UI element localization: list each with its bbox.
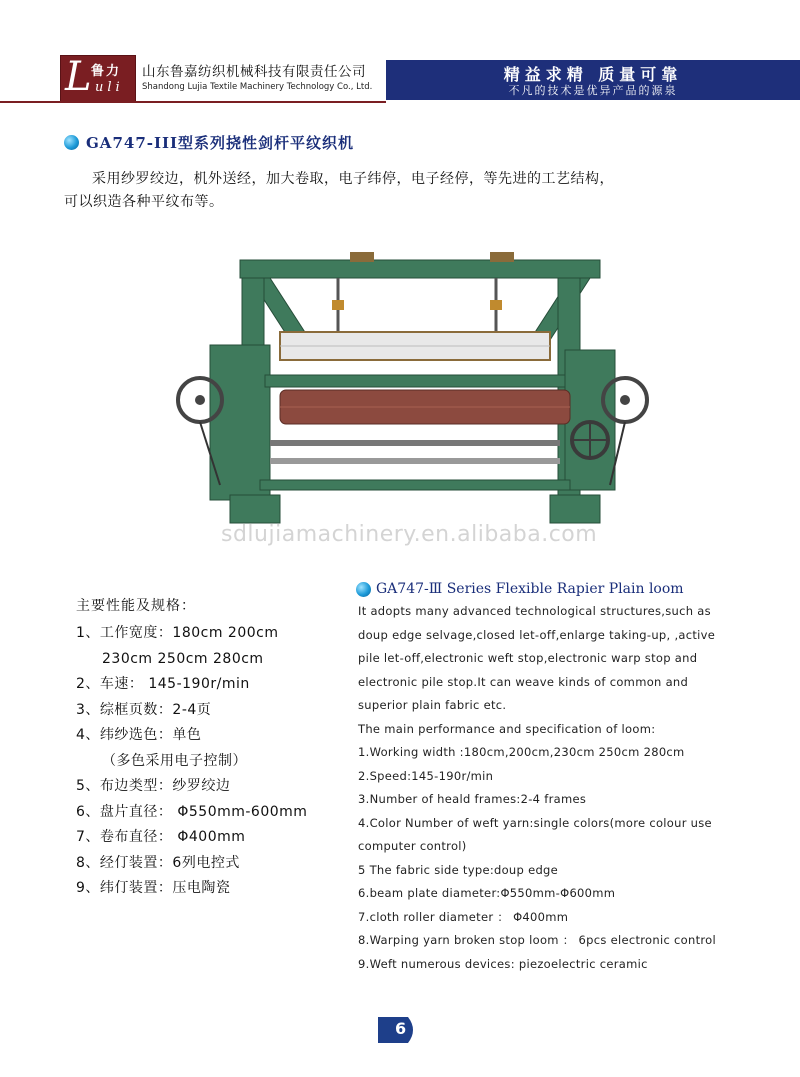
spec-line: 9.Weft numerous devices: piezoelectric ceramic xyxy=(358,956,648,971)
english-title xyxy=(356,581,684,597)
spec-line: computer control) xyxy=(358,839,467,853)
spec-line: 6.beam plate diameter:Φ550mm-Φ600mm xyxy=(358,886,616,900)
spec-list-english xyxy=(358,600,778,976)
slogan-banner xyxy=(386,60,800,100)
watermark: sdlujiamachinery.en.alibaba.com xyxy=(221,522,598,547)
spec-item: 1、工作宽度：180cm 200cm xyxy=(76,625,279,641)
spec-list-chinese xyxy=(76,595,356,902)
product-title-text: GA747-III型系列挠性剑杆平纹织机 xyxy=(86,134,355,152)
header-divider xyxy=(0,101,386,103)
spec-line: 8.Warping yarn broken stop loom ： 6pcs electronic control xyxy=(358,933,716,947)
spec-line: It adopts many advanced technological structures,such as xyxy=(358,604,711,618)
intro-paragraph xyxy=(64,168,764,214)
spec-line: superior plain fabric etc. xyxy=(358,698,507,712)
company-name-chinese: 山东鲁嘉纺织机械科技有限责任公司 xyxy=(142,64,366,80)
spec-line: 2.Speed:145-190r/min xyxy=(358,768,494,783)
company-logo xyxy=(60,55,136,103)
product-title xyxy=(64,132,354,153)
page-number: 6 xyxy=(395,1019,407,1038)
slogan-line-2: 不凡的技术是优异产品的源泉 xyxy=(508,84,678,97)
spec-line: The main performance and specification of loom: xyxy=(358,721,656,736)
spec-line: 3.Number of heald frames:2-4 frames xyxy=(358,792,587,806)
spec-item: （多色采用电子控制） xyxy=(102,752,247,769)
logo-chinese: 鲁力 xyxy=(91,64,122,79)
rapier-loom-illustration xyxy=(160,240,660,540)
blue-sphere-bullet-icon xyxy=(356,582,371,597)
blue-sphere-bullet-icon xyxy=(64,135,79,150)
spec-line: doup edge selvage,closed let-off,enlarge taking-up, ,active xyxy=(358,627,716,642)
logo-letter: L xyxy=(65,54,92,100)
spec-item: 9、纬仃装置：压电陶瓷 xyxy=(76,880,231,896)
spec-line: 5 The fabric side type:doup edge xyxy=(358,862,559,877)
spec-item: 8、经仃装置：6列电控式 xyxy=(76,854,240,871)
spec-line: 4.Color Number of weft yarn:single colors(more colour use xyxy=(358,815,712,830)
intro-line-1: 采用纱罗绞边，机外送经，加大卷取，电子纬停，电子经停，等先进的工艺结构， xyxy=(92,171,614,187)
english-title-text: GA747-Ⅲ Series Flexible Rapier Plain loom xyxy=(376,581,684,597)
spec-item: 5、布边类型：纱罗绞边 xyxy=(76,778,231,794)
spec-item: 4、纬纱选色：单色 xyxy=(76,727,202,743)
spec-line: 1.Working width :180cm,200cm,230cm 250cm 280cm xyxy=(358,745,685,759)
company-name-english: Shandong Lujia Textile Machinery Technology Co., Ltd. xyxy=(142,82,373,92)
intro-line-2: 可以织造各种平纹布等。 xyxy=(64,194,224,210)
spec-line: pile let-off,electronic weft stop,electronic warp stop and xyxy=(358,651,698,665)
spec-line: 7.cloth roller diameter ： Φ400mm xyxy=(358,909,569,924)
spec-item: 7、卷布直径： Φ400mm xyxy=(76,829,246,845)
slogan-line-1: 精益求精 质量可靠 xyxy=(503,65,683,84)
spec-item: 6、盘片直径： Φ550mm-600mm xyxy=(76,803,308,820)
spec-heading-chinese: 主要性能及规格： xyxy=(76,598,196,614)
page-header xyxy=(0,0,800,112)
spec-item: 2、车速： 145-190r/min xyxy=(76,676,250,692)
spec-line: electronic pile stop.It can weave kinds of common and xyxy=(358,674,689,689)
logo-english: uli xyxy=(95,80,124,95)
spec-item: 230cm 250cm 280cm xyxy=(102,650,264,667)
spec-item: 3、综框页数：2-4页 xyxy=(76,701,212,718)
